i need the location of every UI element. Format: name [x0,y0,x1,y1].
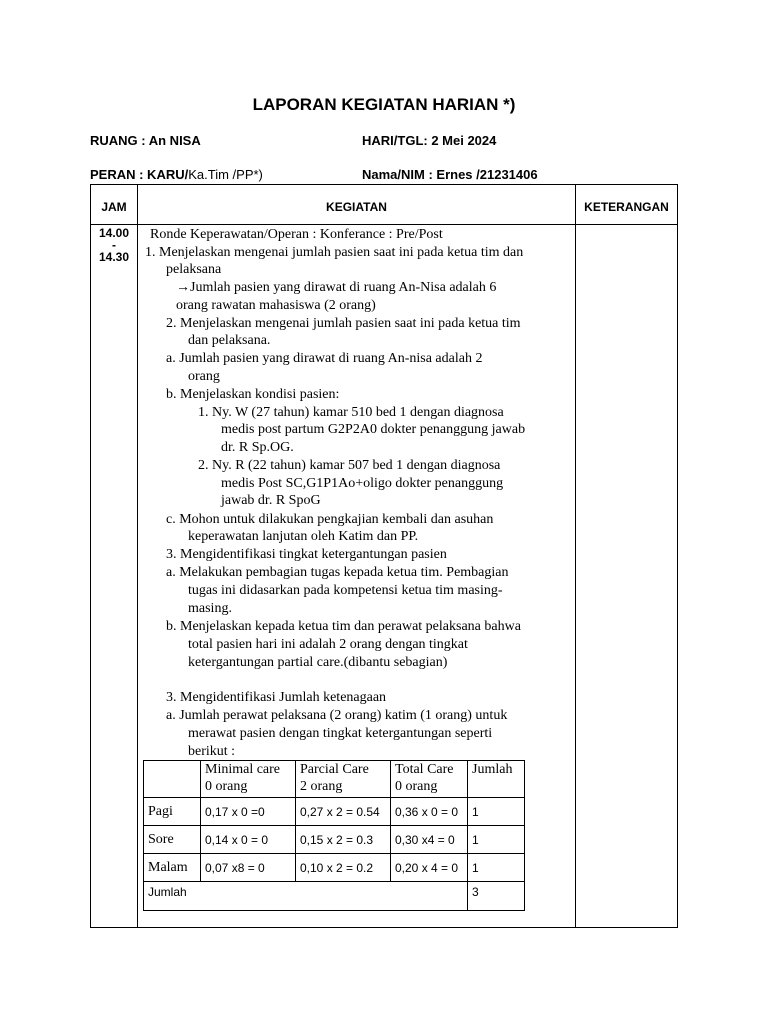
activity-line: medis post partum G2P2A0 dokter penanggung jawab [221,422,526,437]
header-line: Minimal care [205,762,281,777]
peran-bold: PERAN : KARU/ [90,167,189,182]
staffing-cell: 0,07 x8 = 0 [201,854,296,882]
activity-line: 3. Mengidentifikasi Jumlah ketenagaan [166,690,387,705]
staffing-header-cell [296,761,391,798]
peran-rest: Ka.Tim /PP*) [188,167,263,182]
staffing-table [143,760,525,911]
activity-line: 1. Ny. W (27 tahun) kamar 510 bed 1 dengan diagnosa [198,405,504,420]
activity-line: c. Mohon untuk dilakukan pengkajian kembali dan asuhan [166,512,494,527]
activity-line: merawat pasien dengan tingkat ketergantungan seperti [188,726,493,741]
staffing-cell: 0,14 x 0 = 0 [201,826,296,854]
staffing-cell: 1 [468,826,525,854]
table-header-divider [90,224,678,225]
total-label: Jumlah [144,882,468,911]
staffing-header-row [144,761,525,798]
activity-line: 1. Menjelaskan mengenai jumlah pasien saat ini pada ketua tim dan [145,245,524,260]
activity-line: a. Jumlah pasien yang dirawat di ruang An-nisa adalah 2 [166,351,483,366]
activity-line: orang rawatan mahasiswa (2 orang) [176,298,376,313]
staffing-header-cell: Jumlah [468,761,525,798]
column-header-keterangan: KETERANGAN [584,200,669,214]
ruang-label: RUANG : An NISA [90,133,201,148]
activity-line: dr. R Sp.OG. [221,440,294,455]
jam-separator: - [112,238,116,252]
total-value: 3 [468,882,525,911]
peran-label [90,167,263,182]
staffing-cell: 0,20 x 4 = 0 [391,854,468,882]
header-line: Total Care [395,762,454,777]
activity-line: 2. Ny. R (22 tahun) kamar 507 bed 1 dengan diagnosa [198,458,501,473]
shift-label: Sore [144,826,201,854]
table-row [144,854,525,882]
activity-line: a. Melakukan pembagian tugas kepada ketua tim. Pembagian [166,565,509,580]
nama-nim-label: Nama/NIM : Ernes /21231406 [362,167,538,182]
activity-line: 2. Menjelaskan mengenai jumlah pasien saat ini pada ketua tim [166,316,521,331]
activity-line: →Jumlah pasien yang dirawat di ruang An-Nisa adalah 6 [176,280,497,295]
document-title: LAPORAN KEGIATAN HARIAN *) [252,95,516,114]
staffing-cell: 0,27 x 2 = 0.54 [296,798,391,826]
activity-line: b. Menjelaskan kepada ketua tim dan perawat pelaksana bahwa [166,619,521,634]
activity-line: a. Jumlah perawat pelaksana (2 orang) katim (1 orang) untuk [166,708,508,723]
activity-line: berikut : [188,744,236,759]
activity-line: ketergantungan partial care.(dibantu sebagian) [188,655,448,670]
activity-line: orang [188,369,220,384]
activity-line: medis Post SC,G1P1Ao+oligo dokter penanggung [221,476,504,491]
shift-label: Pagi [144,798,201,826]
header-line: 2 orang [300,779,343,794]
staffing-header-cell [391,761,468,798]
activity-line: jawab dr. R SpoG [221,493,321,508]
staffing-cell: 0,10 x 2 = 0.2 [296,854,391,882]
activity-line: pelaksana [166,262,222,277]
header-line: 0 orang [395,779,438,794]
activity-line: tugas ini didasarkan pada kompetensi ketua tim masing- [188,583,503,598]
activity-line: Ronde Keperawatan/Operan : Konferance : Pre/Post [150,227,443,242]
activity-line: masing. [188,601,232,616]
jam-cell [92,226,136,265]
staffing-header-cell [144,761,201,798]
activity-line: b. Menjelaskan kondisi pasien: [166,387,340,402]
activity-line: 3. Mengidentifikasi tingkat ketergantungan pasien [166,547,447,562]
staffing-cell: 0,17 x 0 =0 [201,798,296,826]
shift-label: Malam [144,854,201,882]
staffing-cell: 0,36 x 0 = 0 [391,798,468,826]
column-header-kegiatan: KEGIATAN [326,200,387,214]
staffing-cell: 0,15 x 2 = 0.3 [296,826,391,854]
jam-start: 14.00 [98,226,130,240]
staffing-header-cell [201,761,296,798]
header-line: 0 orang [205,779,248,794]
staffing-cell: 1 [468,854,525,882]
staffing-cell: 1 [468,798,525,826]
table-row [144,798,525,826]
activity-line: keperawatan lanjutan oleh Katim dan PP. [188,529,419,544]
total-row [144,882,525,911]
table-divider-jam [137,184,138,928]
column-header-jam: JAM [101,200,127,214]
header-line: Parcial Care [300,762,369,777]
staffing-cell: 0,30 x4 = 0 [391,826,468,854]
activity-line: total pasien hari ini adalah 2 orang dengan tingkat [188,637,468,652]
table-row [144,826,525,854]
hari-tanggal-label: HARI/TGL: 2 Mei 2024 [362,133,497,148]
activity-line: dan pelaksana. [188,333,271,348]
table-divider-keterangan [575,184,576,928]
jam-end: 14.30 [98,250,130,264]
